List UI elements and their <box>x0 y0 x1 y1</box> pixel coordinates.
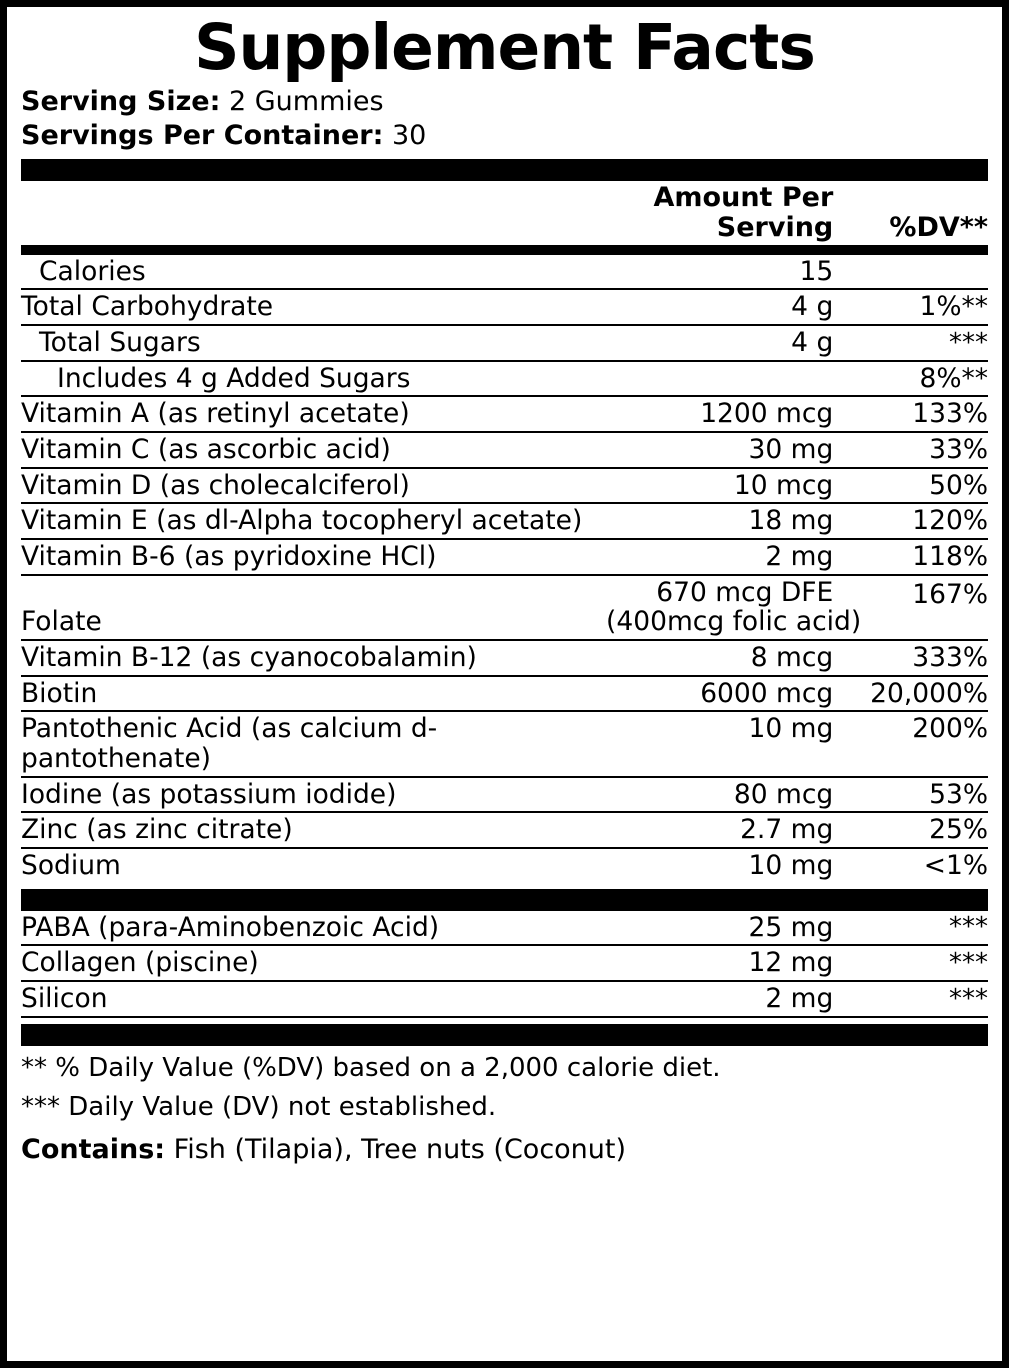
row-dv: 167% <box>833 575 988 640</box>
divider-mid-1 <box>21 245 988 255</box>
table-row <box>21 676 988 712</box>
row-dv: 25% <box>833 812 988 848</box>
table-row <box>21 361 988 397</box>
table-row <box>21 848 988 883</box>
row-dv: *** <box>833 325 988 361</box>
row-name: Vitamin A (as retinyl acetate) <box>21 396 606 432</box>
row-name: Total Sugars <box>21 325 606 361</box>
row-amount: 2 mg <box>606 981 833 1017</box>
table-row <box>21 640 988 676</box>
serving-size-label: Serving Size: <box>21 86 221 118</box>
row-amount: 30 mg <box>606 432 833 468</box>
servings-per-container-value: 30 <box>391 120 427 152</box>
row-dv: <1% <box>923 850 988 882</box>
row-dv: 1%** <box>833 289 988 325</box>
row-amount: 10 mg <box>606 711 833 776</box>
contains-value: Fish (Tilapia), Tree nuts (Coconut) <box>173 1134 627 1166</box>
row-amount-secondary: (400mcg folic acid) <box>606 606 862 638</box>
table-row <box>21 945 988 981</box>
row-name: Iodine (as potassium iodide) <box>21 777 606 813</box>
table-row <box>21 911 988 946</box>
nutrition-rows <box>21 255 988 883</box>
footnote-dv-not-established: *** Daily Value (DV) not established. <box>21 1092 497 1123</box>
header-amount-per-serving: Amount Per Serving <box>653 182 834 244</box>
row-dv: *** <box>833 945 988 981</box>
row-amount: 6000 mcg <box>606 676 833 712</box>
row-amount: 4 g <box>606 289 833 325</box>
row-amount: 15 <box>606 255 833 290</box>
row-amount <box>606 361 833 397</box>
servings-per-container-line <box>21 119 988 153</box>
row-dv: *** <box>833 981 988 1017</box>
row-amount: 4 g <box>606 325 833 361</box>
row-amount: 2.7 mg <box>606 812 833 848</box>
table-row <box>21 777 988 813</box>
row-name: Includes 4 g Added Sugars <box>21 361 606 397</box>
row-name: Vitamin D (as cholecalciferol) <box>21 468 606 504</box>
row-dv: 133% <box>833 396 988 432</box>
row-amount: 1200 mcg <box>606 396 833 432</box>
row-dv: 53% <box>833 777 988 813</box>
row-name: Vitamin E (as dl-Alpha tocopheryl acetate) <box>21 503 606 539</box>
divider-thick-mid <box>21 889 988 911</box>
row-dv: 118% <box>833 539 988 575</box>
contains-line <box>21 1124 988 1166</box>
row-amount: 12 mg <box>606 945 833 981</box>
table-row <box>21 289 988 325</box>
header-percent-dv: %DV** <box>889 212 988 244</box>
row-dv: 200% <box>833 711 988 776</box>
row-dv: 8%** <box>833 361 988 397</box>
row-name: Vitamin B-12 (as cyanocobalamin) <box>21 640 606 676</box>
contains-label: Contains: <box>21 1134 166 1166</box>
row-dv: *** <box>833 911 988 946</box>
secondary-ingredients-table <box>21 911 988 1018</box>
row-amount: 18 mg <box>606 503 833 539</box>
row-amount-primary: 670 mcg DFE <box>656 576 834 608</box>
nutrition-table <box>21 181 988 244</box>
table-row <box>21 539 988 575</box>
row-dv: 50% <box>833 468 988 504</box>
row-amount: 8 mcg <box>606 640 833 676</box>
header-blank <box>21 181 606 244</box>
divider-thick-top <box>21 159 988 181</box>
divider-thick-bottom <box>21 1024 988 1046</box>
row-name: Total Carbohydrate <box>21 289 606 325</box>
row-amount: 25 mg <box>606 911 833 946</box>
row-name: Pantothenic Acid (as calcium d-pantothenate) <box>21 711 606 776</box>
serving-size-value: 2 Gummies <box>229 86 384 118</box>
table-header-row <box>21 181 988 244</box>
row-amount: 2 mg <box>606 539 833 575</box>
page-title: Supplement Facts <box>194 11 815 84</box>
row-name: Folate <box>21 575 606 640</box>
row-amount: 10 mcg <box>606 468 833 504</box>
table-row <box>21 325 988 361</box>
row-dv: 333% <box>833 640 988 676</box>
table-row <box>21 255 988 290</box>
row-name: Calories <box>21 255 606 290</box>
table-row <box>21 981 988 1017</box>
row-name: Biotin <box>21 676 606 712</box>
table-row <box>21 432 988 468</box>
table-row <box>21 575 988 640</box>
row-dv <box>833 255 988 290</box>
row-amount: 10 mg <box>748 850 834 882</box>
row-name: Silicon <box>21 981 606 1017</box>
row-amount: 80 mcg <box>606 777 833 813</box>
row-name: Zinc (as zinc citrate) <box>21 812 606 848</box>
row-dv: 33% <box>833 432 988 468</box>
table-row <box>21 396 988 432</box>
row-amount <box>606 575 862 640</box>
table-row <box>21 468 988 504</box>
table-row <box>21 711 988 776</box>
row-dv: 120% <box>833 503 988 539</box>
row-name: Vitamin B-6 (as pyridoxine HCl) <box>21 539 606 575</box>
serving-size-line <box>21 85 988 119</box>
table-row <box>21 503 988 539</box>
row-name: PABA (para-Aminobenzoic Acid) <box>21 911 606 946</box>
footnote-dv-basis: ** % Daily Value (%DV) based on a 2,000 calorie diet. <box>21 1052 721 1083</box>
table-row <box>21 812 988 848</box>
row-dv: 20,000% <box>833 676 988 712</box>
row-name: Vitamin C (as ascorbic acid) <box>21 432 606 468</box>
row-name: Collagen (piscine) <box>21 945 606 981</box>
row-name: Sodium <box>21 850 121 882</box>
servings-per-container-label: Servings Per Container: <box>21 120 384 152</box>
